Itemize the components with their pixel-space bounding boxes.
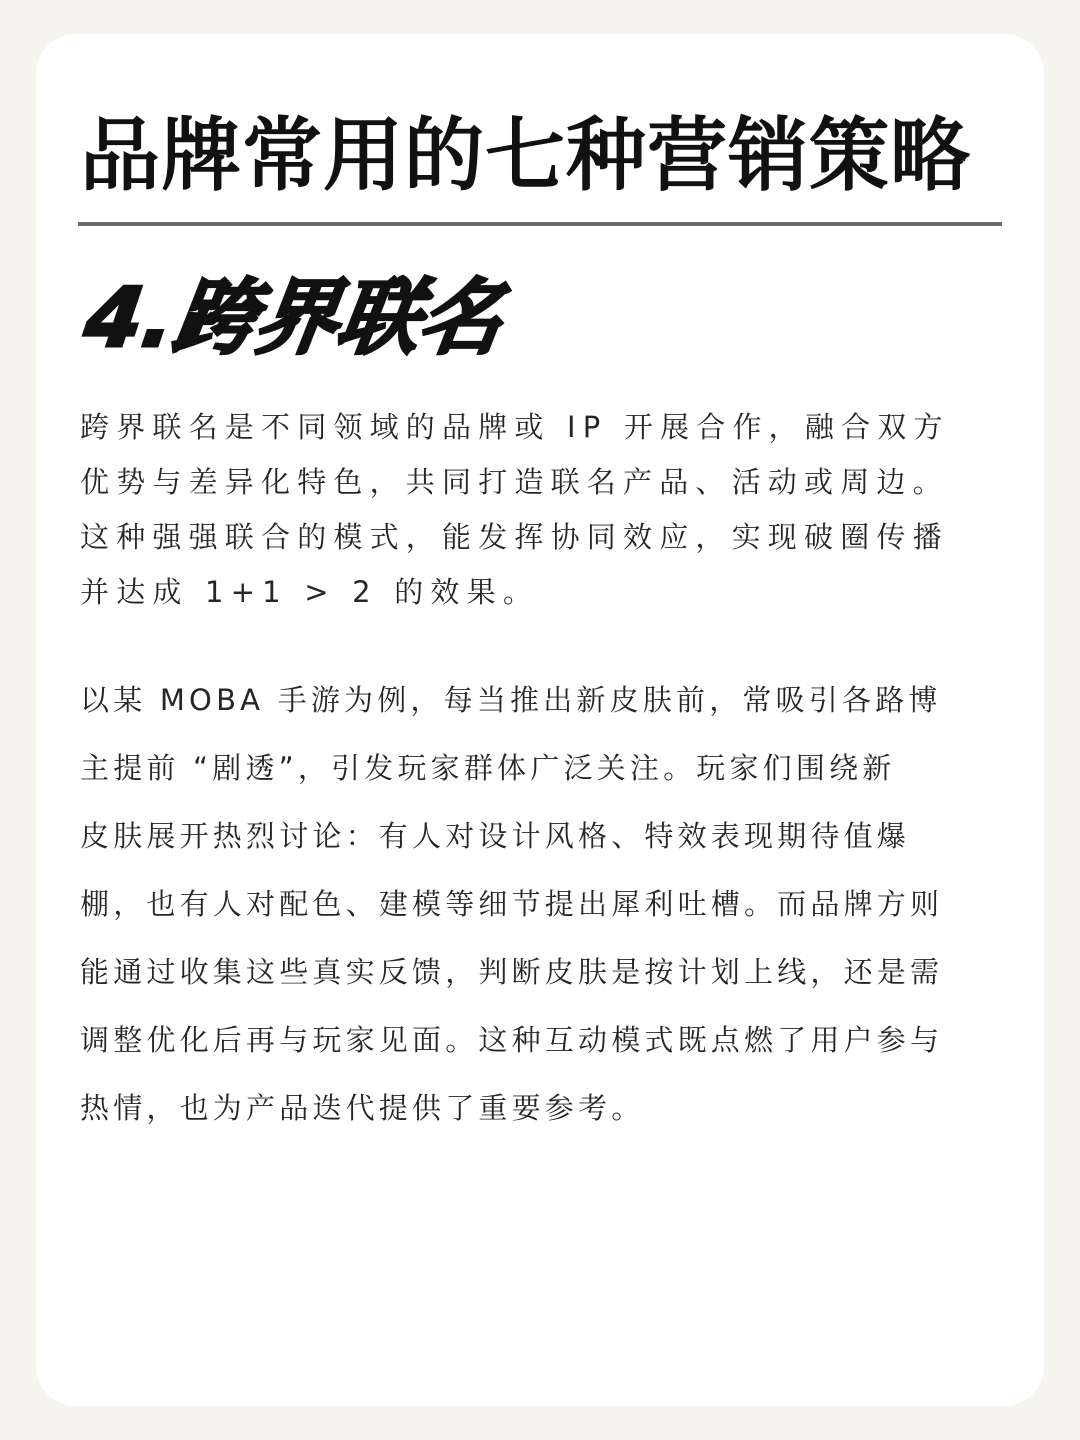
paragraph-line: 热情，也为产品迭代提供了重要参考。 <box>80 1091 645 1125</box>
example-paragraph <box>80 666 1004 1142</box>
intro-paragraph <box>80 400 1004 620</box>
section-title: 4.跨界联名 <box>79 271 509 366</box>
paragraph-line: 皮肤展开热烈讨论：有人对设计风格、特效表现期待值爆 <box>80 819 911 853</box>
paragraph-line: 调整优化后再与玩家见面。这种互动模式既点燃了用户参与 <box>80 1023 944 1057</box>
title-divider <box>78 222 1002 226</box>
paragraph-line: 优势与差异化特色，共同打造联名产品、活动或周边。 <box>80 465 949 499</box>
page-title: 品牌常用的七种营销策略 <box>80 109 971 202</box>
paragraph-line: 棚，也有人对配色、建模等细节提出犀利吐槽。而品牌方则 <box>80 887 944 921</box>
paragraph-line: 这种强强联合的模式，能发挥协同效应，实现破圈传播 <box>80 520 949 554</box>
paragraph-line: 主提前 “剧透”，引发玩家群体广泛关注。玩家们围绕新 <box>80 751 896 785</box>
paragraph-line: 并达成 1+1 > 2 的效果。 <box>80 575 540 609</box>
paragraph-line: 以某 MOBA 手游为例，每当推出新皮肤前，常吸引各路博 <box>80 683 942 717</box>
paragraph-line: 跨界联名是不同领域的品牌或 IP 开展合作，融合双方 <box>80 410 950 444</box>
paragraph-line: 能通过收集这些真实反馈，判断皮肤是按计划上线，还是需 <box>80 955 944 989</box>
content-card <box>36 34 1044 1406</box>
